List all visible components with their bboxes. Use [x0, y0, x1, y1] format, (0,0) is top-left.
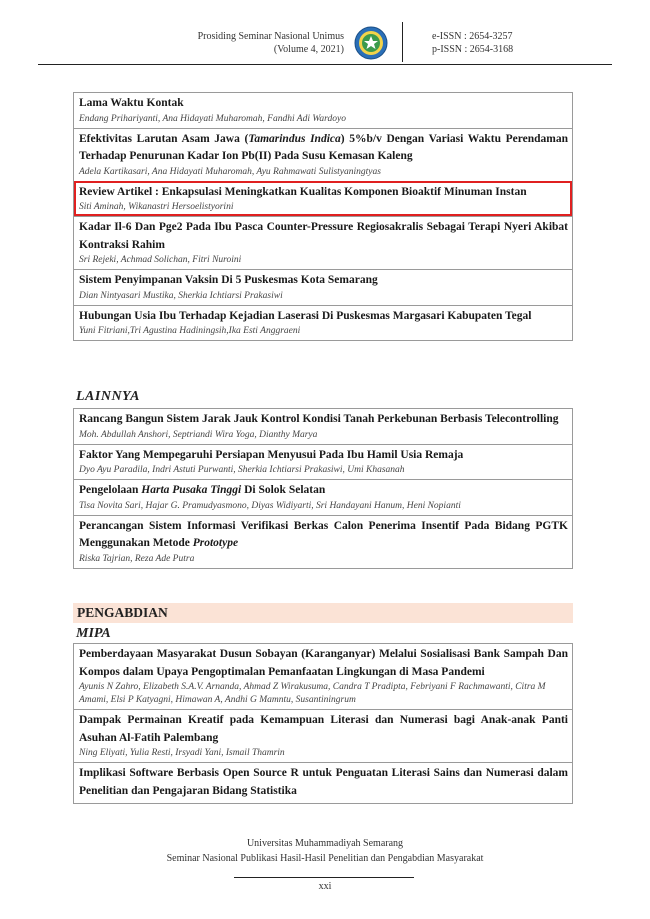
running-header-left: [150, 30, 344, 56]
toc-entry[interactable]: [74, 216, 572, 269]
paper-authors: Dyo Ayu Paradila, Indri Astuti Purwanti, Sherkia Ichtiarsi Prakasiwi, Umi Khasanah: [79, 465, 405, 475]
paper-authors: Sri Rejeki, Achmad Solichan, Fitri Nuroini: [79, 255, 242, 265]
header-rule: [38, 64, 612, 65]
paper-title: Kadar Il-6 Dan Pge2 Pada Ibu Pasca Counter-Pressure Regiosakralis Sebagai Terapi Nyeri Akibat Kontraksi Rahim: [79, 221, 568, 251]
paper-authors: Riska Tajrian, Reza Ade Putra: [79, 553, 195, 564]
paper-title: [79, 131, 568, 166]
toc-entry-highlighted[interactable]: [74, 181, 572, 217]
title-part: ) 5%b/v Dengan Variasi Waktu Perendaman Terhadap Penurunan Kadar Ion Pb(II) Pada Susu Kemasan Kaleng: [79, 132, 569, 162]
toc-table-2: [73, 408, 573, 569]
paper-title: Rancang Bangun Sistem Jarak Jauk Kontrol Kondisi Tanah Perkebunan Berbasis Telecontrolling: [79, 413, 559, 425]
section-heading-pengabdian: PENGABDIAN: [73, 603, 573, 623]
paper-authors: Yuni Fitriani,Tri Agustina Hadiningsih,Ika Esti Anggraeni: [79, 326, 301, 336]
proceedings-volume: (Volume 4, 2021): [273, 44, 344, 55]
paper-authors: Adela Kartikasari, Ana Hidayati Muharomah, Ayu Rahmawati Sulistyaningtyas: [79, 166, 381, 177]
paper-authors: Siti Aminah, Wikanastri Hersoelistyorini: [79, 202, 234, 212]
paper-title: Faktor Yang Mempegaruhi Persiapan Menyusui Pada Ibu Hamil Usia Remaja: [79, 448, 464, 461]
footer-institution: Universitas Muhammadiyah Semarang: [246, 838, 404, 849]
e-issn: e-ISSN : 2654-3257: [432, 31, 513, 42]
footer-rule: [234, 877, 414, 878]
section-heading-lainnya: LAINNYA: [76, 389, 140, 404]
paper-authors: Ayunis N Zahro, Elizabeth S.A.V. Arnanda, Ahmad Z Wirakusuma, Candra T Pradipta, Febriyani F Rachmawanti, Citra M Amami, Elsi P Katyagni, Himawan A, Andhi G Mamntu, Susantiningrum: [79, 682, 546, 705]
paper-title: Dampak Permainan Kreatif pada Kemampuan Literasi dan Numerasi bagi Anak-anak Panti Asuhan Al-Fatih Palembang: [79, 714, 568, 744]
title-italic-part: Tamarindus Indica: [248, 132, 341, 145]
toc-entry[interactable]: [74, 644, 572, 709]
toc-entry[interactable]: [74, 305, 572, 341]
title-part: Efektivitas Larutan Asam Jawa (: [79, 132, 249, 145]
paper-authors: Endang Prihariyanti, Ana Hidayati Muharomah, Fandhi Adi Wardoyo: [79, 113, 346, 124]
paper-title: Lama Waktu Kontak: [79, 97, 184, 109]
page-number: xxi: [318, 881, 332, 892]
proceedings-name: Prosiding Seminar Nasional Unimus: [197, 31, 344, 42]
paper-title: [79, 482, 568, 500]
paper-title: Sistem Penyimpanan Vaksin Di 5 Puskesmas Kota Semarang: [79, 274, 378, 286]
toc-entry[interactable]: [74, 128, 572, 181]
title-part: Di Solok Selatan: [241, 484, 326, 496]
title-part: Perancangan Sistem Informasi Verifikasi Berkas Calon Penerima Insentif Pada Bidang PGTK Menggunakan Metode: [79, 519, 568, 549]
paper-authors: Tisa Novita Sari, Hajar G. Pramudyasmono, Diyas Widiyarti, Sri Handayani Hanum, Heni Nopianti: [79, 500, 461, 511]
toc-entry[interactable]: [74, 444, 572, 480]
university-seal-icon: [354, 26, 388, 60]
toc-entry[interactable]: [74, 762, 572, 803]
paper-title: [79, 518, 568, 553]
paper-title: Implikasi Software Berbasis Open Source R untuk Penguatan Literasi Sains dan Numerasi dalam Penelitian dan Pengajaran Bidang Statistika: [79, 767, 568, 797]
paper-title: Hubungan Usia Ibu Terhadap Kejadian Laserasi Di Puskesmas Margasari Kabupaten Tegal: [79, 309, 532, 322]
paper-authors: Dian Nintyasari Mustika, Sherkia Ichtiarsi Prakasiwi: [79, 290, 283, 301]
footer-seminar-name: Seminar Nasional Publikasi Hasil-Hasil Penelitian dan Pengabdian Masyarakat: [166, 853, 484, 864]
toc-entry[interactable]: [74, 479, 572, 515]
paper-authors: Ning Eliyati, Yulia Resti, Irsyadi Yani, Ismail Thamrin: [79, 748, 285, 758]
toc-entry[interactable]: [74, 409, 572, 444]
toc-entry[interactable]: [74, 709, 572, 762]
paper-title: Pemberdayaan Masyarakat Dusun Sobayan (Karanganyar) Melalui Sosialisasi Bank Sampah Dan Kompos dalam Upaya Pengoptimalan Pemanfaatan Lingkungan di Masa Pandemi: [79, 648, 568, 678]
toc-table-3: [73, 643, 573, 804]
toc-table-1: [73, 92, 573, 341]
toc-entry[interactable]: [74, 269, 572, 305]
title-part: Pengelolaan: [79, 484, 142, 496]
paper-title: Review Artikel : Enkapsulasi Meningkatkan Kualitas Komponen Bioaktif Minuman Instan: [79, 185, 527, 198]
p-issn: p-ISSN : 2654-3168: [432, 44, 514, 55]
title-italic-part: Harta Pusaka Tinggi: [141, 484, 242, 496]
toc-entry[interactable]: [74, 515, 572, 568]
toc-entry[interactable]: [74, 93, 572, 128]
section-subheading-mipa: MIPA: [76, 626, 111, 641]
paper-authors: Moh. Abdullah Anshori, Septriandi Wira Yoga, Dianthy Marya: [79, 429, 318, 440]
title-italic-part: Prototype: [192, 537, 239, 549]
running-header-right: [432, 30, 513, 56]
header-divider: [402, 22, 403, 62]
